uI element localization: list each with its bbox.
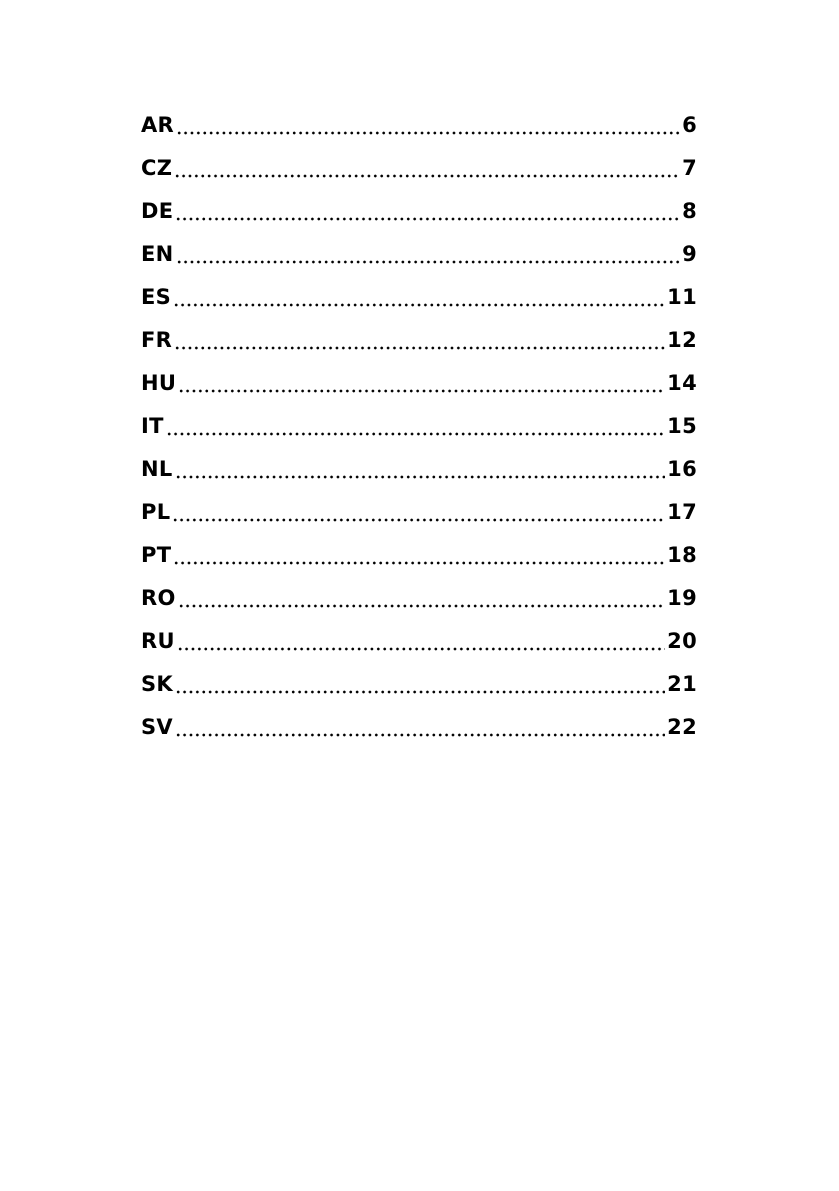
toc-language-code: RO	[141, 585, 176, 610]
toc-page-number: 22	[667, 714, 697, 739]
toc-entry-pl[interactable]	[141, 497, 697, 527]
toc-page-number: 16	[667, 456, 697, 481]
toc-row	[141, 490, 697, 533]
toc-page-number: 21	[667, 671, 697, 696]
toc-page-number: 7	[682, 155, 697, 180]
dot-leader	[173, 540, 665, 570]
toc-language-code: SK	[141, 671, 173, 696]
dot-leader	[173, 282, 665, 312]
dot-leader	[166, 411, 665, 441]
toc-language-code: SV	[141, 714, 173, 739]
toc-language-code: DE	[141, 198, 174, 223]
toc-page-number: 17	[667, 499, 697, 524]
toc-entry-es[interactable]	[141, 282, 697, 312]
toc-entry-de[interactable]	[141, 196, 697, 226]
dot-leader	[176, 239, 681, 269]
toc-row	[141, 404, 697, 447]
toc-entry-it[interactable]	[141, 411, 697, 441]
dot-leader	[178, 583, 666, 613]
toc-entry-cz[interactable]	[141, 153, 697, 183]
toc-entry-nl[interactable]	[141, 454, 697, 484]
toc-page-number: 9	[682, 241, 697, 266]
toc-row	[141, 533, 697, 576]
dot-leader	[177, 626, 665, 656]
dot-leader	[172, 497, 665, 527]
toc-page-number: 20	[667, 628, 697, 653]
dot-leader	[174, 325, 665, 355]
toc-language-code: IT	[141, 413, 164, 438]
toc-row	[141, 103, 697, 146]
toc-language-code: PL	[141, 499, 171, 524]
dot-leader	[175, 196, 680, 226]
toc-row	[141, 361, 697, 404]
toc-page-number: 15	[667, 413, 697, 438]
toc-language-code: AR	[141, 112, 175, 137]
toc-row	[141, 447, 697, 490]
toc-page-number: 6	[682, 112, 697, 137]
dot-leader	[178, 368, 665, 398]
toc-row	[141, 146, 697, 189]
toc-page-number: 8	[682, 198, 697, 223]
dot-leader	[175, 669, 665, 699]
toc-entry-sk[interactable]	[141, 669, 697, 699]
toc-language-code: PT	[141, 542, 172, 567]
toc-row	[141, 662, 697, 705]
toc-language-code: HU	[141, 370, 177, 395]
dot-leader	[174, 153, 680, 183]
toc-entry-ar[interactable]	[141, 110, 697, 140]
toc-language-code: ES	[141, 284, 172, 309]
toc-language-code: FR	[141, 327, 173, 352]
toc-language-code: CZ	[141, 155, 173, 180]
toc-row	[141, 619, 697, 662]
toc-row	[141, 232, 697, 275]
toc-language-code: RU	[141, 628, 175, 653]
toc-entry-ro[interactable]	[141, 583, 697, 613]
toc-language-code: EN	[141, 241, 174, 266]
toc-page-number: 12	[667, 327, 697, 352]
toc-entry-hu[interactable]	[141, 368, 697, 398]
toc-entry-fr[interactable]	[141, 325, 697, 355]
toc-entry-pt[interactable]	[141, 540, 697, 570]
toc-page-number: 19	[667, 585, 697, 610]
table-of-contents	[141, 103, 697, 748]
toc-row	[141, 275, 697, 318]
toc-page-number: 14	[667, 370, 697, 395]
toc-page-number: 18	[667, 542, 697, 567]
toc-row	[141, 576, 697, 619]
dot-leader	[175, 712, 665, 742]
dot-leader	[176, 110, 680, 140]
toc-row	[141, 705, 697, 748]
toc-language-code: NL	[141, 456, 173, 481]
toc-page-number: 11	[667, 284, 697, 309]
toc-entry-sv[interactable]	[141, 712, 697, 742]
toc-entry-ru[interactable]	[141, 626, 697, 656]
dot-leader	[175, 454, 666, 484]
toc-row	[141, 189, 697, 232]
toc-row	[141, 318, 697, 361]
toc-entry-en[interactable]	[141, 239, 697, 269]
